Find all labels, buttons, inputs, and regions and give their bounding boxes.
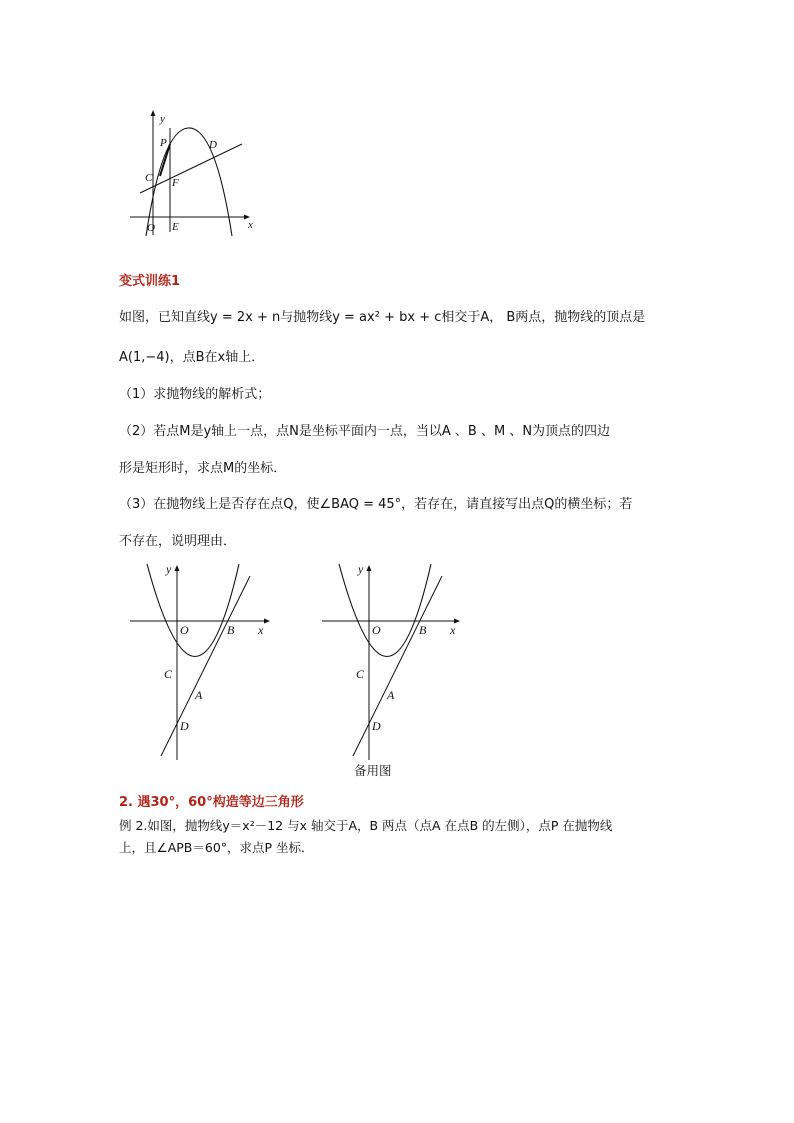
problem-intro-line-1: 如图，已知直线y = 2x + n与抛物线y = ax² + bx + c相交于A， B两点，抛物线的顶点是	[119, 310, 646, 325]
y-axis-arrow	[367, 565, 372, 571]
label-d: D	[209, 139, 217, 151]
figure-2	[125, 560, 275, 765]
label-o: O	[372, 623, 381, 637]
label-b: B	[227, 623, 235, 637]
label-x: x	[258, 623, 264, 637]
label-a: A	[387, 688, 395, 702]
question-2-line-2: 形是矩形时，求点M的坐标．	[119, 461, 287, 476]
section-heading-1: 变式训练1	[119, 274, 181, 289]
problem-intro-line-2: A(1,−4)，点B在x轴上．	[119, 350, 265, 365]
label-o: O	[147, 222, 155, 234]
example-2-line-2: 上，且∠APB＝60°，求点P 坐标．	[119, 840, 314, 855]
line-ab	[161, 576, 250, 756]
label-p: P	[160, 137, 167, 149]
parabola	[147, 564, 239, 657]
y-axis-arrow	[151, 110, 156, 116]
y-axis-arrow	[175, 565, 180, 571]
question-3-line-1: （3）在抛物线上是否存在点Q，使∠BAQ = 45°，若存在，请直接写出点Q的横坐标；若	[119, 497, 633, 512]
figure-1-svg	[120, 100, 270, 240]
label-b: B	[419, 623, 427, 637]
question-1: （1）求抛物线的解析式；	[119, 387, 271, 402]
label-y: y	[166, 562, 172, 576]
figure-3-svg	[317, 560, 467, 765]
parabola	[146, 128, 232, 236]
label-c: C	[145, 172, 153, 184]
label-d: D	[180, 719, 189, 733]
question-3-line-2: 不存在，说明理由．	[119, 534, 237, 549]
figure-3	[317, 560, 467, 765]
label-x: x	[450, 623, 456, 637]
line-cd	[140, 144, 242, 193]
label-x: x	[248, 219, 253, 231]
label-d: D	[372, 719, 381, 733]
label-f: F	[172, 177, 179, 189]
section-heading-2: 2. 遇30°，60°构造等边三角形	[119, 795, 304, 810]
figure-2-svg	[125, 560, 275, 765]
label-y: y	[358, 562, 364, 576]
figure-1	[120, 100, 270, 240]
label-o: O	[180, 623, 189, 637]
label-c: C	[356, 667, 365, 681]
line-ab	[353, 576, 442, 756]
label-y: y	[160, 113, 165, 125]
label-c: C	[164, 667, 173, 681]
parabola	[339, 564, 431, 657]
question-2-line-1: （2）若点M是y轴上一点，点N是坐标平面内一点，当以A 、B 、M 、N为顶点的四边	[119, 424, 611, 439]
label-e: E	[172, 221, 179, 233]
figure-3-caption: 备用图	[354, 763, 392, 778]
example-2-line-1: 例 2.如图，抛物线y＝x²－12 与x 轴交于A，B 两点（点A 在点B 的左侧），点P 在抛物线	[119, 818, 613, 833]
label-a: A	[195, 688, 203, 702]
x-axis-arrow	[264, 619, 270, 624]
